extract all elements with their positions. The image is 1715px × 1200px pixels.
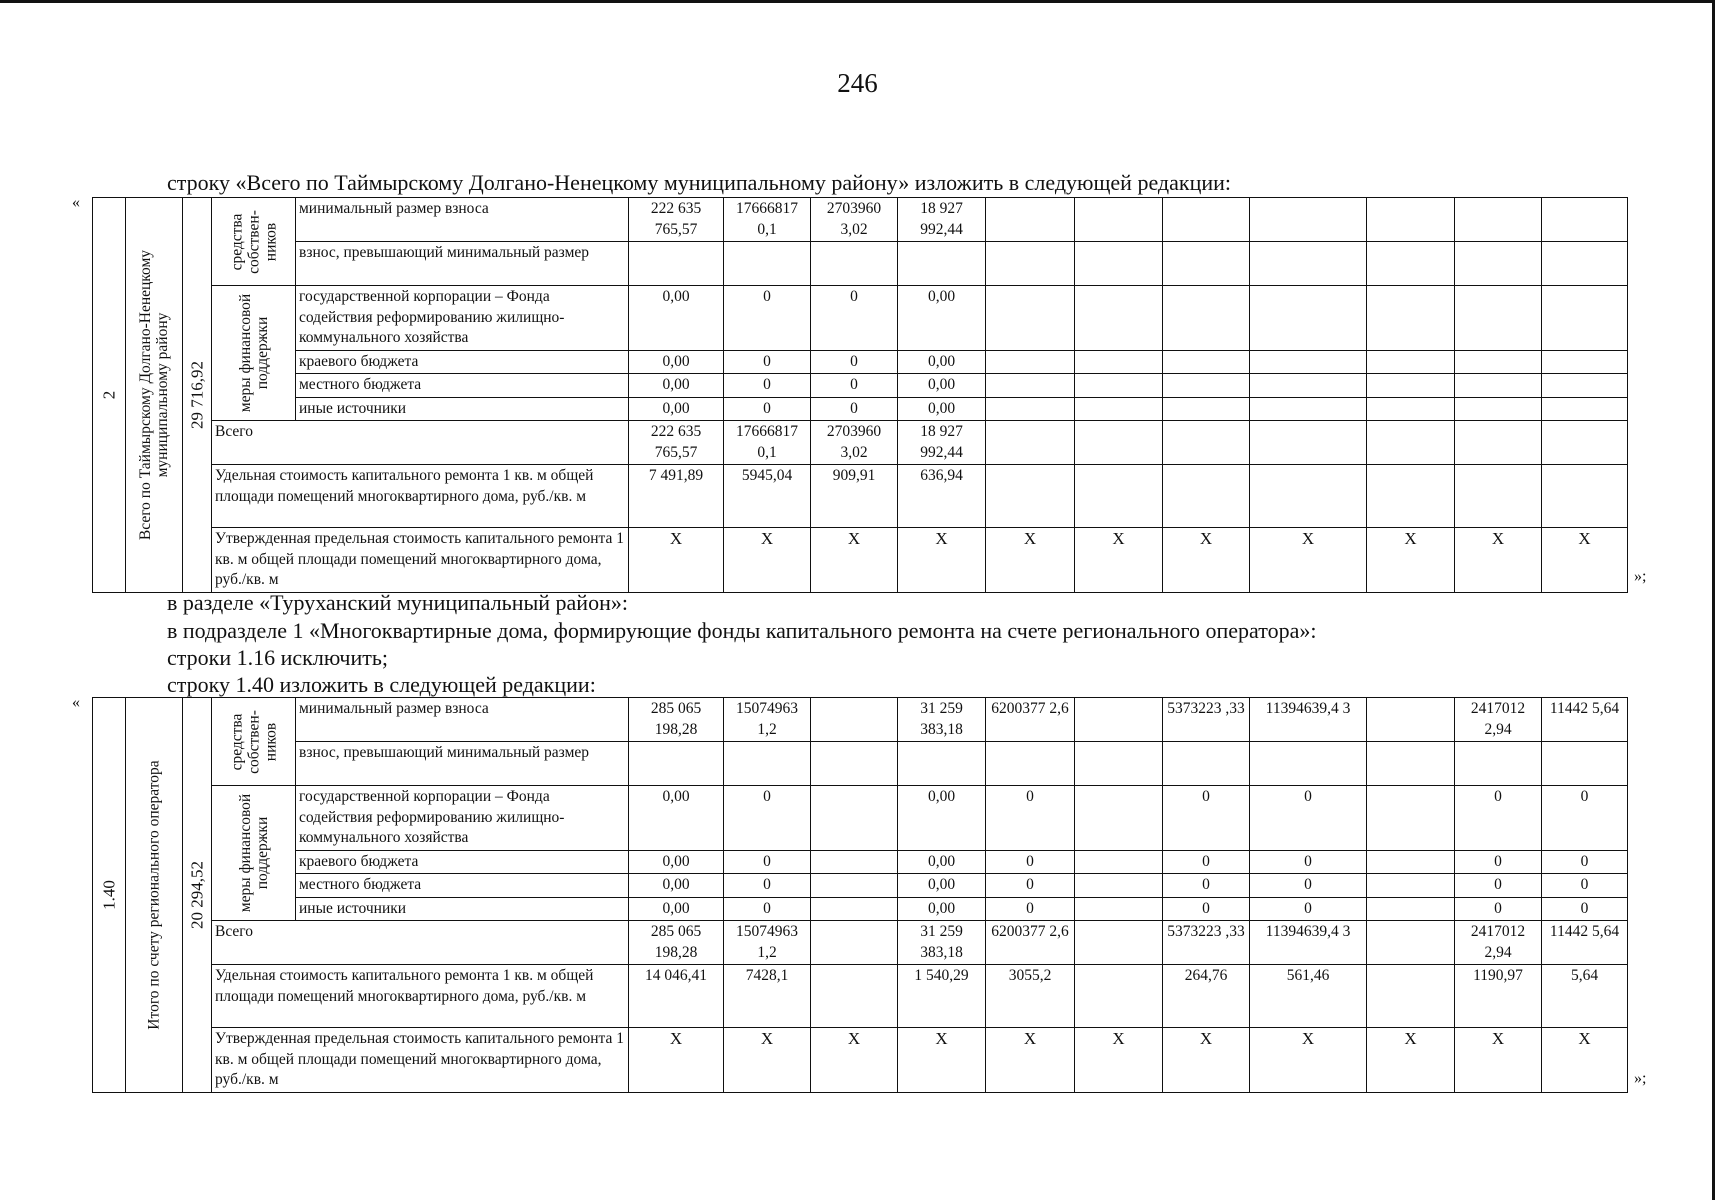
value-cell	[1542, 198, 1628, 242]
value-cell: 0	[811, 286, 898, 351]
value-cell	[1367, 897, 1455, 921]
value-cell	[1250, 242, 1367, 286]
value-cell: 0	[811, 397, 898, 421]
row-label: местного бюджета	[296, 874, 629, 898]
value-cell	[1542, 350, 1628, 374]
value-cell: 2417012 2,94	[1455, 698, 1542, 742]
value-cell	[986, 286, 1075, 351]
value-cell	[986, 198, 1075, 242]
value-cell	[1250, 465, 1367, 528]
table-row	[93, 786, 1628, 851]
value-cell	[724, 742, 811, 786]
value-cell: 0	[811, 374, 898, 398]
value-cell	[1250, 198, 1367, 242]
value-cell	[1075, 874, 1163, 898]
value-cell: 1190,97	[1455, 965, 1542, 1028]
value-cell: 0,00	[629, 374, 724, 398]
value-cell	[1542, 242, 1628, 286]
source-group-label: средства собствен-ников	[228, 709, 279, 774]
value-cell: 17666817 0,1	[724, 198, 811, 242]
value-cell	[1542, 465, 1628, 528]
value-cell: 0,00	[629, 850, 724, 874]
value-cell	[1163, 286, 1250, 351]
value-cell	[1367, 421, 1455, 465]
value-cell: 11394639,4 3	[1250, 698, 1367, 742]
row-label: государственной корпорации – Фонда содействия реформированию жилищно-коммунального хозяйства	[296, 786, 629, 851]
value-cell: 5945,04	[724, 465, 811, 528]
table-row	[93, 965, 1628, 1028]
intro-paragraph: строку «Всего по Таймырскому Долгано-Ненецкому муниципальному району» изложить в следующей редакции:	[167, 170, 1232, 195]
table-row-1-40	[92, 697, 1628, 1093]
source-group-cell	[212, 698, 296, 786]
row-label: Утвержденная предельная стоимость капитального ремонта 1 кв. м общей площади помещений многоквартирного дома, руб./кв. м	[212, 528, 629, 593]
value-cell: X	[986, 528, 1075, 593]
value-cell: X	[1542, 528, 1628, 593]
value-cell	[1367, 242, 1455, 286]
value-cell	[1367, 465, 1455, 528]
value-cell	[1367, 786, 1455, 851]
value-cell: 636,94	[898, 465, 986, 528]
value-cell	[1455, 286, 1542, 351]
value-cell: 11442 5,64	[1542, 698, 1628, 742]
value-cell: 0,00	[898, 786, 986, 851]
source-group-cell	[212, 286, 296, 421]
value-cell: 15074963 1,2	[724, 921, 811, 965]
row-label: взнос, превышающий минимальный размер	[296, 742, 629, 786]
value-cell	[811, 698, 898, 742]
row-label: краевого бюджета	[296, 350, 629, 374]
table-row	[93, 897, 1628, 921]
value-cell: X	[1075, 1028, 1163, 1093]
value-cell	[986, 465, 1075, 528]
value-cell	[1367, 874, 1455, 898]
value-cell	[1542, 742, 1628, 786]
value-cell	[1367, 850, 1455, 874]
value-cell	[1367, 286, 1455, 351]
table-row	[93, 698, 1628, 742]
value-cell: X	[1455, 528, 1542, 593]
value-cell	[986, 350, 1075, 374]
value-cell: 3055,2	[986, 965, 1075, 1028]
value-cell	[811, 897, 898, 921]
value-cell	[1455, 465, 1542, 528]
row-label: краевого бюджета	[296, 850, 629, 874]
value-cell	[1075, 374, 1163, 398]
value-cell: 0	[1250, 897, 1367, 921]
value-cell	[1075, 698, 1163, 742]
value-cell: 0	[724, 874, 811, 898]
row-label: государственной корпорации – Фонда содействия реформированию жилищно-коммунального хозяйства	[296, 286, 629, 351]
value-cell: 0	[1250, 850, 1367, 874]
value-cell: 2417012 2,94	[1455, 921, 1542, 965]
table-row	[93, 921, 1628, 965]
value-cell: X	[1542, 1028, 1628, 1093]
value-cell	[1075, 198, 1163, 242]
table-row	[93, 465, 1628, 528]
table-row	[93, 421, 1628, 465]
value-cell: 17666817 0,1	[724, 421, 811, 465]
table-row	[93, 198, 1628, 242]
value-cell: 0	[1163, 874, 1250, 898]
value-cell: 0	[724, 897, 811, 921]
value-cell	[811, 742, 898, 786]
value-cell: 0,00	[629, 786, 724, 851]
source-group-label: меры финансовой поддержки	[236, 793, 271, 913]
value-cell	[811, 965, 898, 1028]
value-cell	[1075, 350, 1163, 374]
value-cell: 0	[1542, 850, 1628, 874]
value-cell	[1367, 198, 1455, 242]
row-code: 1.40	[99, 879, 119, 910]
value-cell: 0,00	[629, 874, 724, 898]
value-cell: 11394639,4 3	[1250, 921, 1367, 965]
value-cell: 0,00	[629, 397, 724, 421]
value-cell	[1542, 374, 1628, 398]
value-cell: 15074963 1,2	[724, 698, 811, 742]
value-cell	[1250, 397, 1367, 421]
row-area: 20 294,52	[187, 860, 207, 929]
value-cell	[986, 397, 1075, 421]
value-cell: 0,00	[629, 350, 724, 374]
table-row	[93, 350, 1628, 374]
closing-quote: »;	[1634, 568, 1647, 585]
source-group-cell	[212, 786, 296, 921]
value-cell: X	[986, 1028, 1075, 1093]
value-cell: 0	[986, 786, 1075, 851]
value-cell	[811, 242, 898, 286]
value-cell: 2703960 3,02	[811, 198, 898, 242]
replace-paragraph: строку 1.40 изложить в следующей редакции:	[167, 672, 596, 697]
row-label: Удельная стоимость капитального ремонта 1 кв. м общей площади помещений многоквартирного дома, руб./кв. м	[212, 465, 629, 528]
value-cell	[811, 874, 898, 898]
row-label: иные источники	[296, 897, 629, 921]
table-row	[93, 286, 1628, 351]
value-cell: 0	[724, 850, 811, 874]
value-cell	[1163, 465, 1250, 528]
value-cell: 7 491,89	[629, 465, 724, 528]
value-cell	[1075, 921, 1163, 965]
row-label: Всего	[212, 421, 629, 465]
row-label: минимальный размер взноса	[296, 698, 629, 742]
value-cell: 285 065 198,28	[629, 921, 724, 965]
value-cell	[1455, 350, 1542, 374]
value-cell	[1250, 421, 1367, 465]
value-cell: 7428,1	[724, 965, 811, 1028]
value-cell	[1163, 242, 1250, 286]
value-cell	[811, 850, 898, 874]
value-cell	[898, 242, 986, 286]
value-cell: 5373223 ,33	[1163, 698, 1250, 742]
value-cell	[986, 742, 1075, 786]
value-cell	[1250, 742, 1367, 786]
section-paragraph: в разделе «Туруханский муниципальный район»:	[167, 590, 628, 615]
value-cell	[1163, 350, 1250, 374]
value-cell: X	[811, 528, 898, 593]
closing-quote: »;	[1634, 1070, 1647, 1087]
value-cell: 0	[724, 374, 811, 398]
value-cell: X	[1163, 528, 1250, 593]
value-cell: 0	[1250, 874, 1367, 898]
row-label: местного бюджета	[296, 374, 629, 398]
value-cell: 0	[724, 786, 811, 851]
value-cell: 0,00	[629, 897, 724, 921]
value-cell	[1075, 786, 1163, 851]
value-cell	[1455, 397, 1542, 421]
value-cell: 0	[1163, 786, 1250, 851]
value-cell	[811, 786, 898, 851]
source-group-label: меры финансовой поддержки	[236, 293, 271, 413]
value-cell: X	[1367, 1028, 1455, 1093]
value-cell: 0,00	[898, 897, 986, 921]
value-cell: 0	[1163, 897, 1250, 921]
value-cell: 6200377 2,6	[986, 921, 1075, 965]
value-cell: 31 259 383,18	[898, 698, 986, 742]
value-cell: 0	[724, 350, 811, 374]
value-cell	[1250, 374, 1367, 398]
value-cell: 0,00	[898, 850, 986, 874]
value-cell: X	[629, 1028, 724, 1093]
value-cell: 0	[986, 897, 1075, 921]
value-cell: 285 065 198,28	[629, 698, 724, 742]
value-cell: X	[811, 1028, 898, 1093]
table-row	[93, 374, 1628, 398]
value-cell: 5,64	[1542, 965, 1628, 1028]
table-row	[93, 874, 1628, 898]
row-name-cell	[126, 198, 183, 593]
value-cell: 0	[724, 397, 811, 421]
value-cell: 0,00	[629, 286, 724, 351]
table-row	[93, 850, 1628, 874]
value-cell: 14 046,41	[629, 965, 724, 1028]
value-cell	[986, 242, 1075, 286]
value-cell: X	[898, 1028, 986, 1093]
value-cell	[1075, 465, 1163, 528]
value-cell: 1 540,29	[898, 965, 986, 1028]
table-taimyr-total	[92, 197, 1628, 593]
value-cell	[1367, 742, 1455, 786]
value-cell: 0	[724, 286, 811, 351]
value-cell	[1075, 897, 1163, 921]
value-cell: X	[724, 1028, 811, 1093]
value-cell: 561,46	[1250, 965, 1367, 1028]
value-cell: X	[1250, 528, 1367, 593]
value-cell	[1367, 397, 1455, 421]
table-row	[93, 528, 1628, 593]
value-cell	[1455, 742, 1542, 786]
opening-quote: «	[72, 194, 80, 211]
row-label: Всего	[212, 921, 629, 965]
value-cell	[898, 742, 986, 786]
opening-quote: «	[72, 694, 80, 711]
value-cell	[629, 242, 724, 286]
value-cell: 909,91	[811, 465, 898, 528]
value-cell	[1075, 965, 1163, 1028]
value-cell: 0,00	[898, 374, 986, 398]
value-cell	[1367, 350, 1455, 374]
value-cell	[986, 421, 1075, 465]
value-cell: 0	[1455, 897, 1542, 921]
value-cell	[724, 242, 811, 286]
value-cell: 6200377 2,6	[986, 698, 1075, 742]
value-cell	[1542, 397, 1628, 421]
value-cell: 0,00	[898, 397, 986, 421]
value-cell: 222 635 765,57	[629, 198, 724, 242]
row-code-cell	[93, 698, 126, 1093]
value-cell	[1075, 286, 1163, 351]
row-label: иные источники	[296, 397, 629, 421]
value-cell: 0	[1542, 874, 1628, 898]
value-cell: 18 927 992,44	[898, 421, 986, 465]
value-cell	[1250, 286, 1367, 351]
value-cell	[1075, 421, 1163, 465]
value-cell: 31 259 383,18	[898, 921, 986, 965]
value-cell: 0	[986, 874, 1075, 898]
row-code: 2	[99, 390, 119, 399]
value-cell: X	[629, 528, 724, 593]
table-row	[93, 397, 1628, 421]
row-area: 29 716,92	[187, 360, 207, 429]
value-cell: 222 635 765,57	[629, 421, 724, 465]
value-cell: 0,00	[898, 286, 986, 351]
value-cell: 0	[1542, 897, 1628, 921]
value-cell: 0	[986, 850, 1075, 874]
row-name: Всего по Таймырскому Долгано-Ненецкому муниципальному району	[137, 249, 171, 540]
exclude-paragraph: строки 1.16 исключить;	[167, 645, 389, 670]
row-name: Итого по счету регионального оператора	[145, 760, 163, 1030]
value-cell: X	[1250, 1028, 1367, 1093]
value-cell	[1367, 374, 1455, 398]
value-cell: 0	[1455, 874, 1542, 898]
source-group-label: средства собствен-ников	[228, 209, 279, 274]
value-cell	[1455, 242, 1542, 286]
value-cell	[1075, 850, 1163, 874]
value-cell	[986, 374, 1075, 398]
value-cell	[1163, 397, 1250, 421]
value-cell: X	[1163, 1028, 1250, 1093]
value-cell: X	[1455, 1028, 1542, 1093]
page-number: 246	[837, 68, 878, 98]
value-cell: X	[1075, 528, 1163, 593]
row-label: взнос, превышающий минимальный размер	[296, 242, 629, 286]
value-cell: 11442 5,64	[1542, 921, 1628, 965]
row-area-cell	[183, 698, 212, 1093]
value-cell	[1367, 698, 1455, 742]
value-cell	[1250, 350, 1367, 374]
table-row	[93, 242, 1628, 286]
value-cell	[629, 742, 724, 786]
value-cell: X	[724, 528, 811, 593]
value-cell: 0,00	[898, 874, 986, 898]
value-cell: 0	[1250, 786, 1367, 851]
row-area-cell	[183, 198, 212, 593]
value-cell: 18 927 992,44	[898, 198, 986, 242]
value-cell: 264,76	[1163, 965, 1250, 1028]
value-cell	[1367, 921, 1455, 965]
value-cell	[1367, 965, 1455, 1028]
subsection-paragraph: в подразделе 1 «Многоквартирные дома, формирующие фонды капитального ремонта на счете регионального оператора»:	[167, 618, 1317, 643]
value-cell	[1455, 374, 1542, 398]
row-label: Удельная стоимость капитального ремонта 1 кв. м общей площади помещений многоквартирного дома, руб./кв. м	[212, 965, 629, 1028]
row-name-cell	[126, 698, 183, 1093]
table-row	[93, 742, 1628, 786]
value-cell	[811, 921, 898, 965]
value-cell	[1075, 242, 1163, 286]
value-cell: 0	[1455, 786, 1542, 851]
row-code-cell	[93, 198, 126, 593]
value-cell: X	[898, 528, 986, 593]
value-cell: 0	[1542, 786, 1628, 851]
value-cell: 0	[1163, 850, 1250, 874]
value-cell: 0,00	[898, 350, 986, 374]
value-cell	[1163, 374, 1250, 398]
value-cell	[1542, 286, 1628, 351]
value-cell	[1455, 421, 1542, 465]
value-cell	[1455, 198, 1542, 242]
row-label: минимальный размер взноса	[296, 198, 629, 242]
value-cell	[1163, 421, 1250, 465]
value-cell: X	[1367, 528, 1455, 593]
value-cell: 2703960 3,02	[811, 421, 898, 465]
value-cell: 5373223 ,33	[1163, 921, 1250, 965]
value-cell	[1075, 742, 1163, 786]
value-cell	[1163, 198, 1250, 242]
row-label: Утвержденная предельная стоимость капитального ремонта 1 кв. м общей площади помещений многоквартирного дома, руб./кв. м	[212, 1028, 629, 1093]
value-cell: 0	[1455, 850, 1542, 874]
table-row	[93, 1028, 1628, 1093]
value-cell	[1542, 421, 1628, 465]
value-cell: 0	[811, 350, 898, 374]
value-cell	[1075, 397, 1163, 421]
source-group-cell	[212, 198, 296, 286]
value-cell	[1163, 742, 1250, 786]
